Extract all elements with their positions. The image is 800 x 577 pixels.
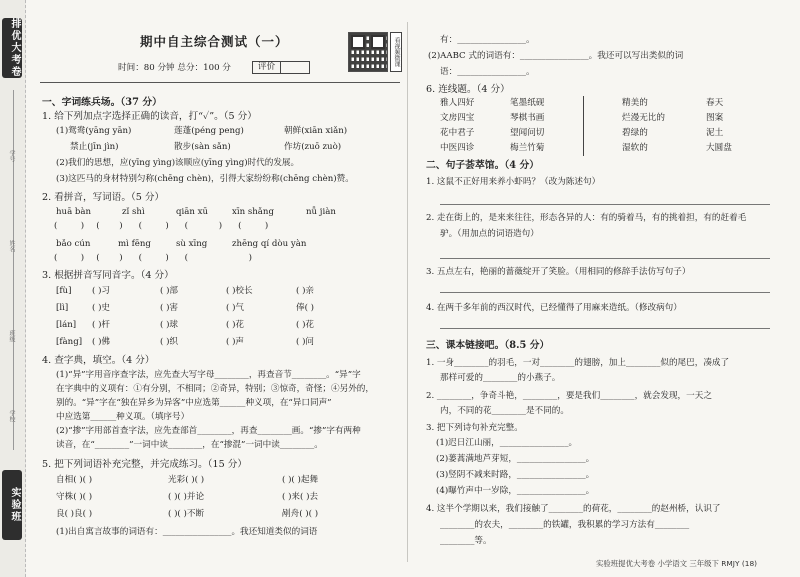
pinyin: mì fēng: [118, 239, 151, 249]
match-right-b[interactable]: 大圆盘: [706, 143, 732, 153]
answer-line[interactable]: [440, 258, 770, 259]
q3-pinyin: [fù]: [56, 286, 72, 296]
match-right-a[interactable]: 碧绿的: [622, 128, 648, 138]
pinyin: zǐ shì: [122, 207, 145, 217]
exam-meta: 时间：80 分钟 总分：100 分: [118, 63, 231, 73]
answer-line[interactable]: [440, 292, 770, 293]
poem-line[interactable]: (3)竖阴不减来时路，________________。: [436, 470, 595, 480]
q1-item: (1)鸳鸯(yāng yān): [56, 126, 132, 136]
q6-prompt: 6. 连线题。（4 分）: [426, 84, 510, 95]
q3-cell[interactable]: ( )声: [226, 337, 245, 347]
pinyin: bǎo cún: [56, 239, 91, 249]
q3-pinyin: [lì]: [56, 303, 69, 313]
strip-field-name: 姓名: [8, 240, 15, 252]
strip-line: [13, 90, 14, 450]
answer-line[interactable]: [440, 328, 770, 329]
q1-item: 禁止(jīn jìn): [70, 142, 119, 152]
q1-item: 作坊(zuō zuò): [284, 142, 342, 152]
q5-cont-1: 有：________________。: [440, 35, 535, 45]
match-mid[interactable]: 笔墨纸砚: [510, 98, 545, 108]
match-mid[interactable]: 琴棋书画: [510, 113, 545, 123]
idiom-cell[interactable]: 守株( )( ): [56, 492, 93, 502]
idiom-cell[interactable]: ( )( )不断: [168, 509, 205, 519]
q1-sentence-3: (3)这匹马的身材特别匀称(chēng chèn)，引得大家纷纷称(chēng chèn)赞。: [56, 174, 354, 184]
text-q2b: 内，不同的花________是不同的。: [440, 406, 569, 416]
section-3-title: 三、课本链接吧。（8.5 分）: [426, 340, 550, 351]
q1-sentence-2: (2)我们的思想，应(yīng yìng)该顺应(yīng yìng)时代的发展。: [56, 158, 300, 168]
sentence-q2b: 驴。（用加点的词语造句）: [440, 229, 539, 239]
text-q2a: 2. ________，争奇斗艳，________，要是我们________，就会发现，一天之: [426, 391, 712, 401]
sentence-q3: 3. 五点左右，艳丽的蔷薇绽开了笑脸。（用相同的修辞手法仿写句子）: [426, 267, 691, 277]
pinyin: huā bàn: [56, 207, 92, 217]
q3-cell[interactable]: ( )问: [296, 337, 315, 347]
idiom-cell[interactable]: ( )来( )去: [282, 492, 319, 502]
header-rule: [40, 82, 400, 83]
q3-cell[interactable]: ( )史: [92, 303, 111, 313]
text-q3: 3. 把下列诗句补充完整。: [426, 423, 523, 433]
match-right-a[interactable]: 烂漫无比的: [622, 113, 665, 123]
match-right-b[interactable]: 图案: [706, 113, 724, 123]
q5-prompt: 5. 把下列词语补充完整，并完成练习。（15 分）: [42, 459, 247, 470]
page-footer: 实验班提优大考卷 小学语文 三年级下 RMJY (18): [596, 559, 758, 568]
q3-cell[interactable]: ( )亲: [296, 286, 315, 296]
section-1-title: 一、字词练兵场。（37 分）: [42, 97, 162, 108]
match-mid[interactable]: 梅兰竹菊: [510, 143, 545, 153]
pinyin: sù xīng: [176, 239, 208, 249]
poem-line[interactable]: (4)曝竹声中一岁除，________________。: [436, 486, 595, 496]
strip-bottom-badge: 实验班: [2, 470, 22, 540]
text-q4c: ________等。: [440, 536, 492, 546]
idiom-cell[interactable]: 剐舟( )( ): [282, 509, 319, 519]
idiom-cell[interactable]: ( )( )起舞: [282, 475, 319, 485]
idiom-cell[interactable]: 光彩( )( ): [168, 475, 205, 485]
q4-prompt: 4. 查字典，填空。（4 分）: [42, 355, 155, 366]
q5-sub-1: (1)出自寓言故事的词语有：________________。我还知道类似的词语: [56, 527, 318, 537]
q4-line: 读音，在“________”一词中读________，在“掺混”一词中读________。: [56, 440, 323, 450]
match-left[interactable]: 雅人四好: [440, 98, 475, 108]
strip-field-school: 学校: [8, 410, 15, 422]
q1-item: 朝鲜(xiān xiǎn): [284, 126, 348, 136]
match-right-b[interactable]: 春天: [706, 98, 724, 108]
page-title: 期中自主综合测试（一）: [140, 34, 289, 49]
q4-line: 在字典中的义项有：①有分别，不相同；②奇异，特别；③惊奇，奇怪；④另外的，: [56, 384, 374, 394]
binding-strip: [0, 0, 26, 577]
answer-line[interactable]: [440, 204, 770, 205]
q3-cell[interactable]: ( )部: [160, 286, 179, 296]
q3-cell[interactable]: ( )球: [160, 320, 179, 330]
q3-cell[interactable]: ( )杆: [92, 320, 111, 330]
q1-item: 散步(sàn sǎn): [174, 142, 231, 152]
q5-cont-2: 语：________________。: [440, 67, 535, 77]
qr-label: 看视频微课: [390, 32, 402, 72]
q3-pinyin: [fàng]: [56, 337, 83, 347]
match-mid[interactable]: 望闻问切: [510, 128, 545, 138]
score-label: 评价: [253, 62, 281, 73]
q3-prompt: 3. 根据拼音写同音字。（4 分）: [42, 270, 174, 281]
answer-boxes[interactable]: ( ) ( ) ( ) ( ) ( ): [54, 221, 270, 231]
match-left[interactable]: 花中君子: [440, 128, 475, 138]
column-divider: [407, 22, 408, 562]
strip-field-class: 班级: [8, 330, 15, 342]
answer-boxes[interactable]: ( ) ( ) ( ) ( ): [54, 253, 254, 263]
pinyin: qiān xū: [176, 207, 209, 217]
text-q4a: 4. 这半个学期以来，我们接触了________的荷花，________的赵州桥，认识了: [426, 504, 721, 514]
sentence-q1: 1. 这鼠不正好用来养小虾吗？（改为陈述句）: [426, 177, 601, 187]
poem-line[interactable]: (1)迟日江山丽，________________。: [436, 438, 578, 448]
q3-cell[interactable]: ( )织: [160, 337, 179, 347]
q5-sub-2: (2)AABC 式的词语有：________________。我还可以写出类似的词: [428, 51, 684, 61]
q4-line: 别的。“异”字在“独在异乡为异客”中应选第______种义项，在“异口同声”: [56, 398, 332, 408]
match-right-b[interactable]: 泥土: [706, 128, 724, 138]
score-box[interactable]: [252, 61, 310, 74]
q3-cell[interactable]: ( )佛: [92, 337, 111, 347]
idiom-cell[interactable]: 自相( )( ): [56, 475, 93, 485]
q4-line: (2)“掺”字用部首查字法，应先查部首________，再查________画。“掺”字有两种: [56, 426, 361, 436]
q3-cell[interactable]: 俸( ): [296, 303, 315, 313]
pinyin: xīn shǎng: [232, 207, 274, 217]
q3-cell[interactable]: ( )花: [296, 320, 315, 330]
q3-cell[interactable]: ( )校长: [226, 286, 253, 296]
pinyin: zhēng qí dòu yàn: [232, 239, 307, 249]
match-right-a[interactable]: 湿软的: [622, 143, 648, 153]
q3-pinyin: [lán]: [56, 320, 77, 330]
q4-line: 中应选第______种义项。（填序号）: [56, 412, 190, 422]
q1-prompt: 1. 给下列加点字选择正确的读音，打“✓”。（5 分）: [42, 111, 257, 122]
match-left[interactable]: 文房四宝: [440, 113, 475, 123]
q3-cell[interactable]: ( )害: [160, 303, 179, 313]
q3-cell[interactable]: ( )花: [226, 320, 245, 330]
strip-field-id: 学号: [8, 150, 15, 162]
pinyin: nǚ jiàn: [306, 207, 336, 217]
text-q4b: ________的农夫，________的铁罐，我积累的学习方法有________: [440, 520, 690, 530]
q2-prompt: 2. 看拼音，写词语。（5 分）: [42, 192, 165, 203]
idiom-cell[interactable]: ( )( )并论: [168, 492, 205, 502]
text-q1b: 那样可爱的________的小燕子。: [440, 373, 561, 383]
sentence-q2a: 2. 走在街上的，是来来往往，形态各异的人：有的骑着马，有的挑着担，有的赶着毛: [426, 213, 747, 223]
q3-cell[interactable]: ( )气: [226, 303, 245, 313]
match-divider: [583, 96, 584, 156]
poem-line[interactable]: (2)蒌蒿满地芦芽短，________________。: [436, 454, 595, 464]
match-right-a[interactable]: 精美的: [622, 98, 648, 108]
q3-cell[interactable]: ( )习: [92, 286, 111, 296]
sentence-q4: 4. 在两千多年前的西汉时代，已经懂得了用麻来造纸。（修改病句）: [426, 303, 682, 313]
q4-line: (1)“异”字用音序查字法，应先查大写字母________，再查音节________。“异”字: [56, 370, 361, 380]
idiom-cell[interactable]: 良( )良( ): [56, 509, 93, 519]
strip-top-badge: 排优大考卷: [2, 18, 22, 78]
q1-item: 莲蓬(péng peng): [174, 126, 244, 136]
qr-code-icon[interactable]: [348, 32, 388, 72]
text-q1a: 1. 一身________的羽毛，一对________的翅膀，加上________似的尾巴，凑成了: [426, 358, 730, 368]
match-left[interactable]: 中医四诊: [440, 143, 475, 153]
section-2-title: 二、句子荟萃馆。（4 分）: [426, 160, 540, 171]
